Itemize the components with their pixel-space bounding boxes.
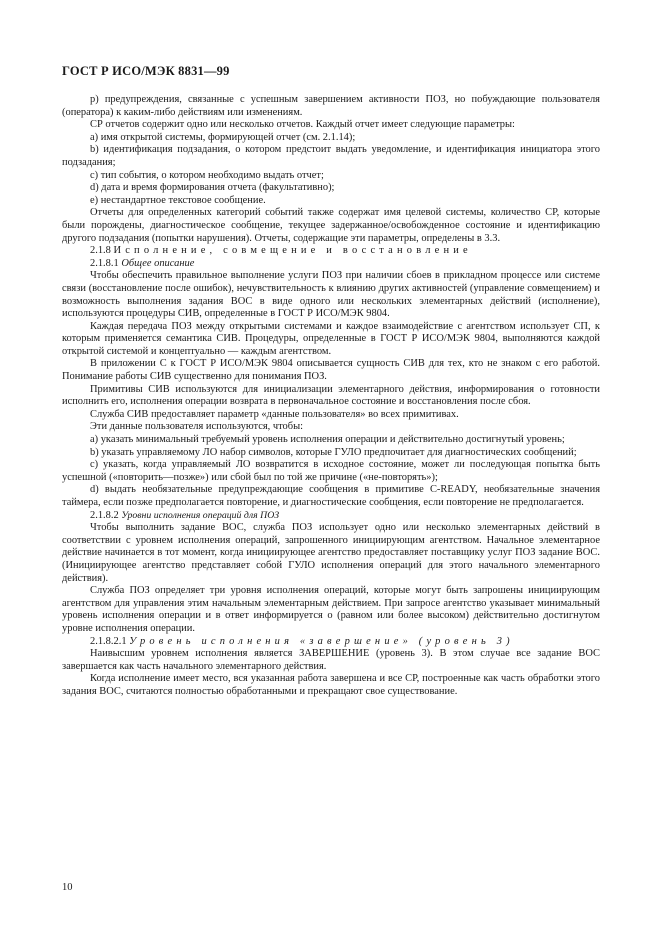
section-heading-2-1-8: [62, 245, 600, 258]
section-heading-2-1-8-1: [62, 258, 600, 271]
list-item-d: d) дата и время формирования отчета (факультативно);: [90, 182, 335, 194]
list-item-a: а) указать минимальный требуемый уровень исполнения операции и действительно достигнутый уровень;: [90, 434, 565, 446]
section-title: Уровни исполнения операций для ПОЗ: [121, 509, 280, 521]
paragraph-highest-level: Наивысшим уровнем исполнения является ЗАВЕРШЕНИЕ (уровень 3). В этом случае все задание ВОС завершается как часть начального элементарного действия.: [62, 648, 600, 672]
paragraph-three-levels: Служба ПОЗ определяет три уровня исполнения операций, которые могут быть запрошены инициирующим агентством для управления этим начальным элементарным действием. При запросе агентство указывает минимальный уровень исполнения операции и в ответ информируется о (равном или более высоком) действительно достигнутом уровне исполнения операции.: [62, 585, 600, 634]
list-item-d: d) выдать необязательные предупреждающие сообщения в примитиве C-READY, необязательные значения таймера, если позже предполагается повторение, и диагностические сообщения, если повторение не предполагается.: [62, 484, 600, 508]
list-item-e: е) нестандартное текстовое сообщение.: [90, 194, 266, 206]
paragraph-general-description: Чтобы обеспечить правильное выполнение услуги ПОЗ при наличии сбоев в прикладном процессе или системе связи (восстановление после ошибок), нечувствительность к влиянию других активностей (управление совмещением) и возможность выполнения задания ВОС в виде одного или нескольких элементарных действий (исполнение), используются процедуры СИВ, определенные в ГОСТ Р ИСО/МЭК 9804.: [62, 270, 600, 320]
standard-header: ГОСТ Р ИСО/МЭК 8831—99: [62, 64, 230, 78]
list-item-c: с) указать, когда управляемый ЛО возвратится в исходное состояние, может ли последующая попытка быть успешной («повторить—позже») или сбой был по той же причине («не-повторять»);: [62, 459, 600, 483]
paragraph-user-data-usage: Эти данные пользователя используются, чтобы:: [90, 421, 303, 433]
page-number: 10: [62, 882, 73, 893]
paragraph-transfer: Каждая передача ПОЗ между открытыми системами и каждое взаимодействие с агентством использует СП, к которым применяется семантика СИВ. Процедуры, определенные в ГОСТ Р ИСО/МЭК 9804, выполняются каждой открытой системой и концептуально — каждым агентством.: [62, 320, 600, 357]
document-body: [62, 94, 600, 699]
section-title: Исполнение, совмещение и восстановление: [113, 245, 472, 257]
paragraph-execute-task: Чтобы выполнить задание ВОС, служба ПОЗ использует одно или несколько элементарных действий в соответствии с уровнем исполнения операций, запрошенного инициирующим агентством. Начальное элементарное действие начинается в тот момент, когда инициирующее агентство предоставляет поставщику услуг ПОЗ задание ВОС. (Инициирующее агентство представляет собой ГУЛО исполнения операций для этого начального элементарного действия).: [62, 522, 600, 584]
paragraph-report-parameters: СР отчетов содержит одно или несколько отчетов. Каждый отчет имеет следующие параметры:: [90, 119, 515, 131]
section-title: Уровень исполнения «завершение» (уровень 3): [129, 635, 514, 647]
section-number: 2.1.8.1: [90, 257, 119, 269]
section-heading-2-1-8-2-1: [62, 636, 600, 649]
paragraph-when-executed: Когда исполнение имеет место, вся указанная работа завершена и все СР, построенные как часть обработки этого задания ВОС, считаются полностью обработанными и прекращают свое существование.: [62, 673, 600, 697]
list-item-b: b) идентификация подзадания, о котором предстоит выдать уведомление, и идентификация инициатора этого подзадания;: [62, 144, 600, 168]
section-number: 2.1.8.2.1: [90, 635, 127, 647]
paragraph-appendix-c: В приложении С к ГОСТ Р ИСО/МЭК 9804 описывается сущность СИВ для тех, кто не знаком с его работой. Понимание работы СИВ существенно для понимания ПОЗ.: [62, 358, 600, 383]
list-item-a: а) имя открытой системы, формирующей отчет (см. 2.1.14);: [90, 131, 356, 143]
section-heading-2-1-8-2: [62, 510, 600, 523]
list-item-b: b) указать управляемому ЛО набор символов, которые ГУЛО предпочитает для диагностических сообщений;: [90, 446, 577, 458]
paragraph-report-categories: Отчеты для определенных категорий событий также содержат имя целевой системы, количество СР, которые были порождены, диагностическое сообщение, текущее задержанное/освобожденное состояние и идентификацию другого подзадания (попытки нарушения). Отчеты, содержащие эти параметры, определены в 3.3.: [62, 207, 600, 244]
paragraph-primitives: Примитивы СИВ используются для инициализации элементарного действия, информирования о готовности исполнить его, исполнения операции возврата в первоначальное состояние и восстановления после сбоя.: [62, 383, 600, 408]
section-number: 2.1.8.2: [90, 509, 119, 521]
paragraph-user-data-param: Служба СИВ предоставляет параметр «данные пользователя» во всех примитивах.: [90, 408, 459, 420]
list-item-p: р) предупреждения, связанные с успешным завершением активности ПОЗ, но побуждающие пользователя (оператора) к каким-либо действиям или изменениям.: [62, 94, 600, 118]
section-title: Общее описание: [121, 257, 195, 269]
list-item-c: с) тип события, о котором необходимо выдать отчет;: [90, 169, 324, 181]
section-number: 2.1.8: [90, 245, 111, 257]
